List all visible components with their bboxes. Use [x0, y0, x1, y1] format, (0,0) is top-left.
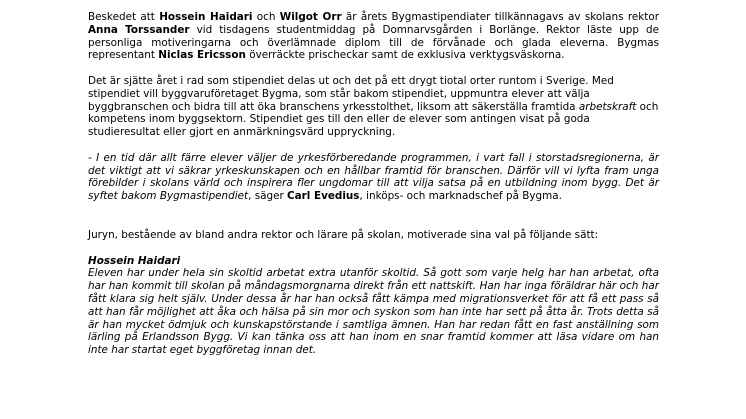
- intro-text-4: vid tisdagens studentmiddag på Domnarvsgården i Borlänge. Rektor läste upp de personliga motiveringarna och överlämnade diplom till de förvånade och glada eleverna. Bygmas representant: [88, 23, 659, 62]
- jury-paragraph: Juryn, bestående av bland andra rektor och lärare på skolan, motiverade sina val på följande sätt:: [88, 228, 599, 241]
- background-text-2: och kompetens inom byggsektorn. Stipendiet ges till den eller de elever som antingen visat på goda studieresultat eller gjort en anmärkningsvärd uppryckning.: [88, 100, 659, 139]
- background-text-1: Det är sjätte året i rad som stipendiet delas ut och det på ett drygt tiotal orter runtom i Sverige. Med stipendiet vill byggvaruföretaget Bygma, som står bakom stipendiet, uppmuntra elever att välja byggbranschen och bidra till att öka branschens yrkesstolthet, liksom att säkerställa framtida: [88, 74, 614, 113]
- quote-speaker-name: Carl Evedius: [287, 190, 360, 203]
- background-emphasis: arbetskraft: [578, 100, 637, 113]
- intro-text-3: är årets Bygmastipendiater tillkännagavs av skolans rektor: [341, 11, 659, 23]
- intro-text-1: Beskedet att: [88, 11, 160, 23]
- quote-attribution-2: , inköps- och marknadschef på Bygma.: [359, 190, 562, 203]
- winner-name-1: Hossein Haidari: [159, 11, 253, 23]
- quote-paragraph: [88, 152, 659, 203]
- background-paragraph: [88, 75, 659, 139]
- representative-name: Niclas Ericsson: [158, 49, 246, 62]
- intro-paragraph: [88, 11, 659, 62]
- candidate-heading: Hossein Haidari: [88, 254, 181, 267]
- quote-text: - I en tid där allt färre elever väljer de yrkesförberedande programmen, i vart fall i storstadsregionerna, är det viktigt att vi säkrar yrkeskunskapen och en hållbar framtid för branschen. Därför vill vi lyfta fram unga förebilder i skolans värld och inspirera fler ungdomar till att vilja satsa på en utbildning inom bygg. Det är syftet bakom Bygmastipendiet: [88, 151, 659, 203]
- winner-name-2: Wilgot Orr: [279, 11, 342, 23]
- intro-text-2: och: [252, 11, 280, 23]
- principal-name: Anna Torssander: [88, 23, 190, 36]
- quote-attribution-1: , säger: [248, 190, 288, 203]
- document-page: [88, 11, 659, 357]
- candidate-motivation: Eleven har under hela sin skoltid arbetat extra utanför skoltid. Så gott som varje helg har han arbetat, ofta har han kommit till skolan på måndagsmorgnarna direkt från ett nattskift. Han har inga föräldrar här och har fått klara sig helt själv. Under dessa år har han också fått kämpa med migrationsverket för att få ett pass så att han får möjlighet att åka och hälsa på sin mor och syskon som han inte har sett på åtta år. Trots detta så är han mycket ödmjuk och kunskapstörstande i samtliga ämnen. Han har redan fått en fast anställning som lärling på Erlandsson Bygg. Vi kan tänka oss att han inom en snar framtid kommer att läsa vidare om han inte har startat eget byggföretag innan det.: [88, 267, 659, 357]
- intro-text-5: överräckte prischeckar samt de exklusiva verktygsväskorna.: [245, 49, 565, 62]
